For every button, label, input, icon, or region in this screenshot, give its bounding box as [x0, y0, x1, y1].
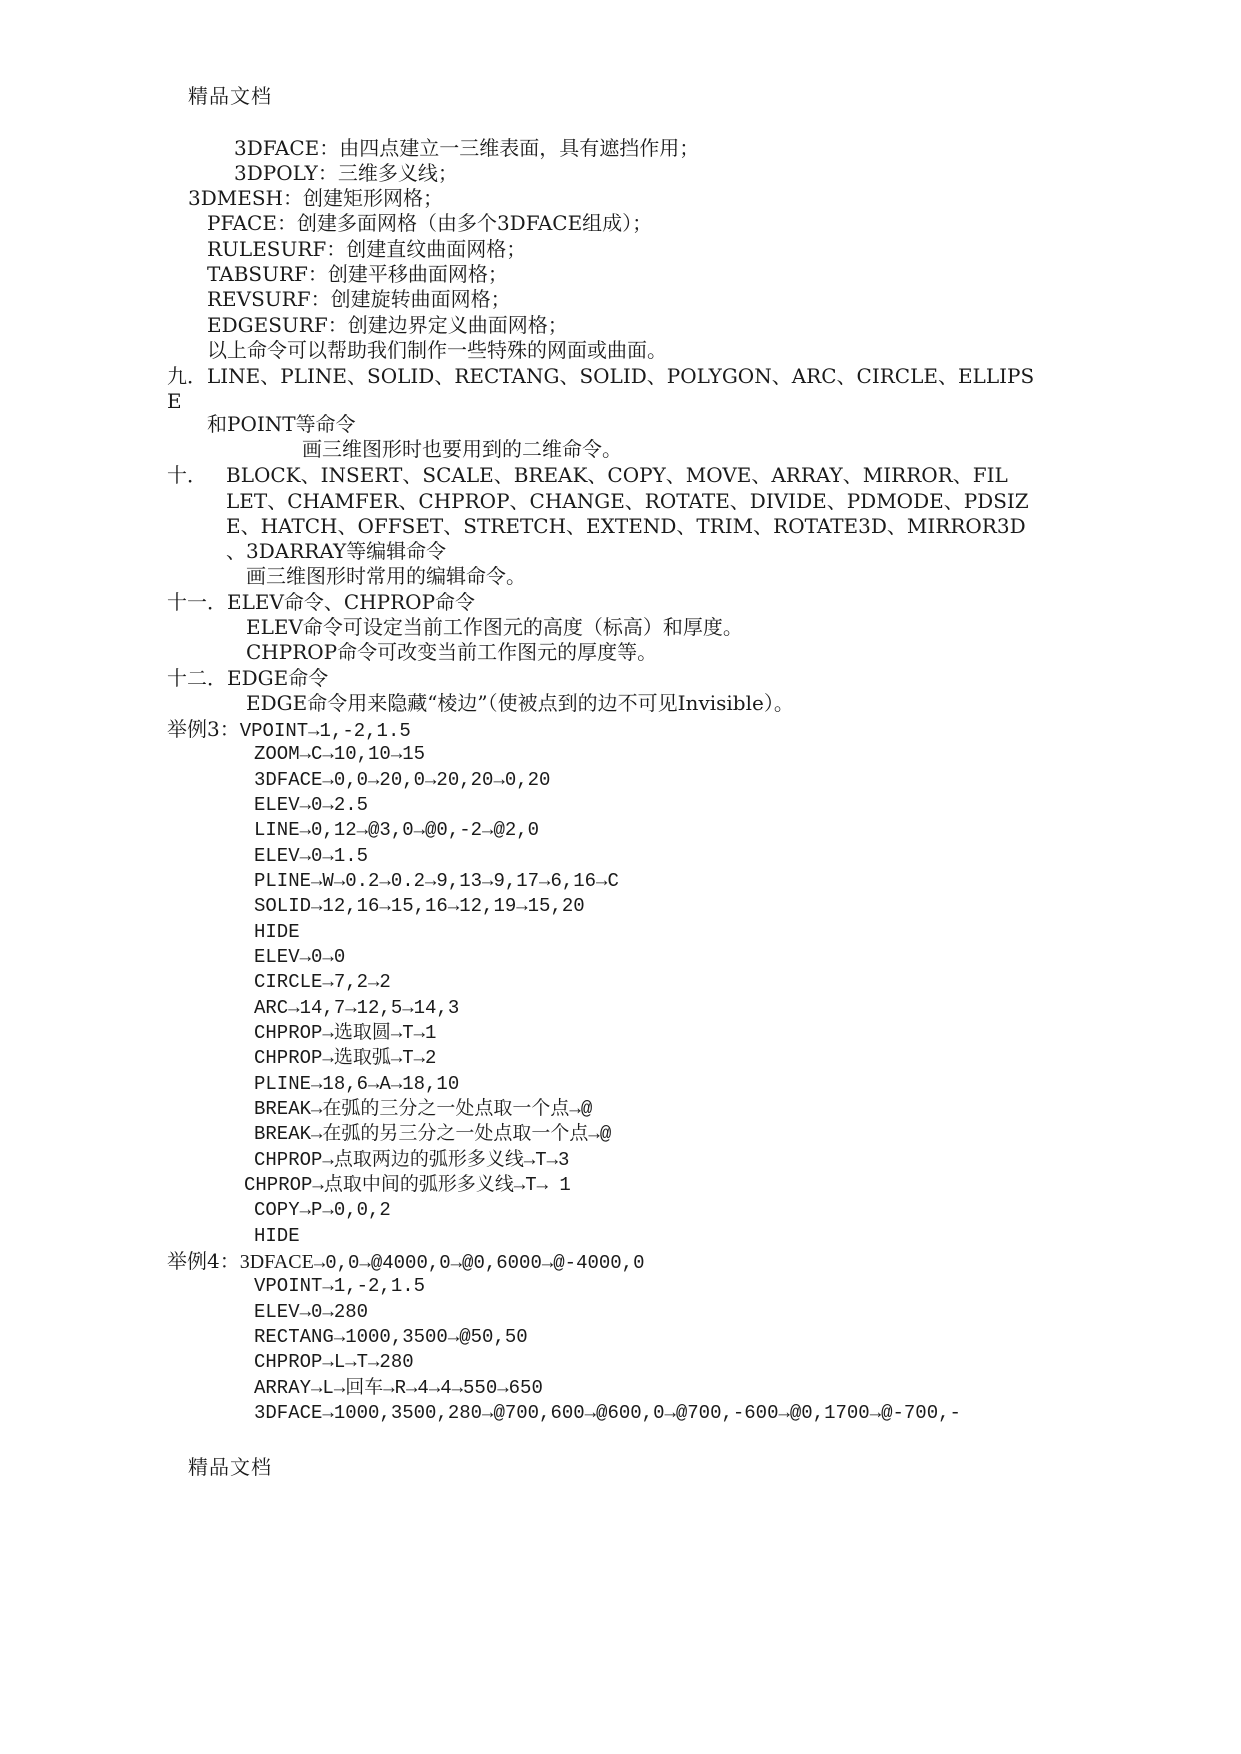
example-3-step: CHPROP→选取弧→T→2 — [254, 1047, 437, 1069]
example-3-step: SOLID→12,16→15,16→12,19→15,20 — [254, 895, 585, 917]
example-4-label: 举例4： — [167, 1249, 240, 1273]
section-9-wrap: E — [167, 389, 182, 413]
example-4-step: VPOINT→1,-2,1.5 — [254, 1275, 426, 1297]
section-10-desc: 画三维图形时常用的编辑命令。 — [246, 564, 526, 588]
example-3-step: CHPROP→点取两边的弧形多义线→T→3 — [254, 1149, 570, 1171]
example-3-step: BREAK→在弧的另三分之一处点取一个点→@ — [254, 1123, 612, 1145]
example-4-step: CHPROP→L→T→280 — [254, 1351, 414, 1373]
example-3-step: HIDE — [254, 1225, 300, 1247]
section-11-desc1: ELEV命令可设定当前工作图元的高度（标高）和厚度。 — [246, 615, 743, 639]
text-line-3dmesh: 3DMESH：创建矩形网格； — [188, 186, 443, 210]
section-9-desc: 画三维图形时也要用到的二维命令。 — [302, 437, 622, 461]
section-10-number: 十． — [167, 463, 207, 487]
example-3-step: BREAK→在弧的三分之一处点取一个点→@ — [254, 1098, 593, 1120]
page-header: 精品文档 — [188, 84, 272, 108]
example-3-step: CHPROP→点取中间的弧形多义线→T→ 1 — [244, 1174, 571, 1196]
text-line-3dpoly: 3DPOLY：三维多义线； — [234, 161, 458, 185]
example-3-label: 举例3： — [167, 717, 240, 741]
page-footer: 精品文档 — [188, 1455, 272, 1479]
text-line-3dface: 3DFACE：由四点建立一三维表面，具有遮挡作用； — [234, 136, 700, 160]
section-12-desc: EDGE命令用来隐藏“棱边”（使被点到的边不可见Invisible）。 — [246, 691, 794, 715]
example-3-first-line — [167, 716, 411, 744]
example-3-step: COPY→P→0,0,2 — [254, 1199, 391, 1221]
example-3-step: CHPROP→选取圆→T→1 — [254, 1022, 437, 1044]
example-4-step: ARRAY→L→回车→R→4→4→550→650 — [254, 1377, 543, 1399]
text-line-rulesurf: RULESURF：创建直纹曲面网格； — [207, 237, 527, 261]
text-line-tabsurf: TABSURF：创建平移曲面网格； — [207, 262, 508, 286]
example-3-step: 3DFACE→0,0→20,0→20,20→0,20 — [254, 769, 551, 791]
section-11-heading: 十一．ELEV命令、CHPROP命令 — [167, 590, 476, 614]
example-4-first-rest: →0,0→@4000,0→@0,6000→@-4000,0 — [313, 1252, 645, 1274]
section-12-heading: 十二．EDGE命令 — [167, 666, 329, 690]
text-line-summary: 以上命令可以帮助我们制作一些特殊的网面或曲面。 — [207, 338, 667, 362]
section-10-line2: LET、CHAMFER、CHPROP、CHANGE、ROTATE、DIVIDE、PDMODE、PDSIZ — [226, 489, 1029, 513]
example-4-first-line — [167, 1248, 644, 1276]
example-3-step: PLINE→W→0.2→0.2→9,13→9,17→6,16→C — [254, 870, 619, 892]
example-3-step: LINE→0,12→@3,0→@0,-2→@2,0 — [254, 819, 540, 841]
section-10-line1: BLOCK、INSERT、SCALE、BREAK、COPY、MOVE、ARRAY、MIRROR、FIL — [226, 463, 1008, 487]
example-3-step: ELEV→0→1.5 — [254, 845, 369, 867]
example-3-step: ZOOM→C→10,10→15 — [254, 743, 426, 765]
section-9-heading: 九．LINE、PLINE、SOLID、RECTANG、SOLID、POLYGON、ARC、CIRCLE、ELLIPS — [167, 364, 1035, 388]
example-3-step: HIDE — [254, 921, 300, 943]
section-10-line4: 、3DARRAY等编辑命令 — [226, 539, 447, 563]
section-10-line3: E、HATCH、OFFSET、STRETCH、EXTEND、TRIM、ROTATE3D、MIRROR3D — [226, 514, 1026, 538]
example-3-first-step: VPOINT→1,-2,1.5 — [239, 720, 411, 742]
text-line-edgesurf: EDGESURF：创建边界定义曲面网格； — [207, 313, 568, 337]
example-3-step: ELEV→0→2.5 — [254, 794, 369, 816]
example-3-step: PLINE→18,6→A→18,10 — [254, 1073, 460, 1095]
example-3-step: CIRCLE→7,2→2 — [254, 971, 391, 993]
example-3-step: ARC→14,7→12,5→14,3 — [254, 997, 460, 1019]
text-line-pface: PFACE：创建多面网格（由多个3DFACE组成）； — [207, 211, 653, 235]
text-line-revsurf: REVSURF：创建旋转曲面网格； — [207, 287, 511, 311]
example-4-first-cmd: 3DFACE — [239, 1251, 314, 1273]
example-4-step: 3DFACE→1000,3500,280→@700,600→@600,0→@700,-600→@0,1700→@-700,- — [254, 1402, 961, 1424]
section-11-desc2: CHPROP命令可改变当前工作图元的厚度等。 — [246, 640, 658, 664]
section-9-line2: 和POINT等命令 — [207, 412, 356, 436]
example-4-step: ELEV→0→280 — [254, 1301, 369, 1323]
example-4-step: RECTANG→1000,3500→@50,50 — [254, 1326, 528, 1348]
example-3-step: ELEV→0→0 — [254, 946, 346, 968]
